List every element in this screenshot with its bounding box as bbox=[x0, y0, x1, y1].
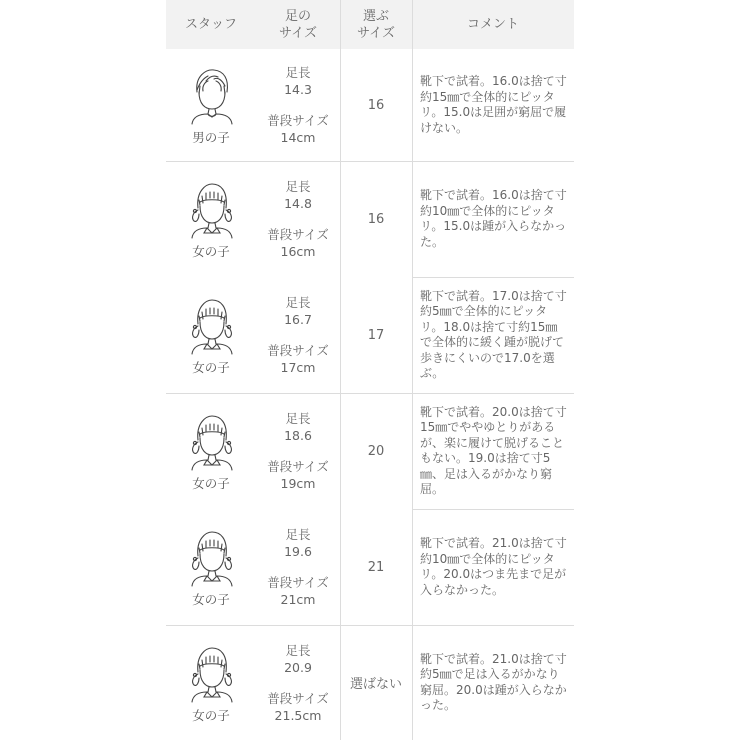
usual-size-label: 普段サイズ bbox=[267, 459, 329, 474]
staff-cell bbox=[166, 393, 256, 509]
foot-length-value: 14.3 bbox=[284, 82, 312, 97]
foot-length-value: 16.7 bbox=[284, 312, 312, 327]
comment-cell: 靴下で試着。21.0は捨て寸約10㎜で全体的にピッタリ。20.0はつま先まで足が入らなかった。 bbox=[420, 536, 567, 597]
foot-length-label: 足長 bbox=[285, 65, 311, 80]
usual-size-value: 17cm bbox=[280, 360, 316, 375]
staff-gender: 女の子 bbox=[192, 707, 230, 723]
usual-size-value: 14cm bbox=[280, 130, 316, 145]
foot-length-value: 20.9 bbox=[284, 659, 312, 675]
table-row bbox=[166, 49, 574, 161]
chosen-size-cell: 21 bbox=[367, 559, 385, 575]
foot-length-label: 足長 bbox=[285, 527, 311, 542]
table-header bbox=[166, 0, 574, 49]
foot-length-label: 足長 bbox=[285, 295, 311, 310]
comment-cell: 靴下で試着。16.0は捨て寸約10㎜で全体的にピッタリ。15.0は踵が入らなかった。 bbox=[420, 188, 567, 249]
chosen-size-cell: 20 bbox=[367, 443, 385, 459]
foot-size-cell bbox=[256, 161, 340, 277]
staff-cell bbox=[166, 509, 256, 625]
usual-size-value: 19cm bbox=[280, 476, 316, 491]
usual-size-label: 普段サイズ bbox=[267, 575, 329, 590]
girl-icon bbox=[184, 410, 238, 472]
chosen-size-cell: 16 bbox=[367, 97, 385, 113]
girl-icon bbox=[184, 526, 238, 588]
foot-length-label: 足長 bbox=[285, 411, 311, 426]
table-row bbox=[166, 625, 574, 740]
header-staff: スタッフ bbox=[184, 17, 237, 32]
comment-cell: 靴下で試着。21.0は捨て寸約5㎜で足は入るがかなり窮屈。20.0は踵が入らなかった。 bbox=[420, 651, 567, 712]
usual-size-value: 16cm bbox=[280, 244, 316, 259]
foot-length-value: 18.6 bbox=[284, 428, 312, 443]
table-row bbox=[166, 277, 574, 393]
usual-size-label: 普段サイズ bbox=[267, 227, 329, 242]
staff-gender: 男の子 bbox=[192, 130, 230, 145]
usual-size-label: 普段サイズ bbox=[267, 343, 329, 358]
girl-icon bbox=[184, 294, 238, 356]
foot-length-label: 足長 bbox=[285, 179, 311, 194]
staff-cell bbox=[166, 277, 256, 393]
staff-cell bbox=[166, 161, 256, 277]
staff-cell bbox=[166, 625, 256, 740]
table-row bbox=[166, 509, 574, 625]
usual-size-label: 普段サイズ bbox=[267, 113, 329, 128]
foot-size-cell bbox=[256, 277, 340, 393]
usual-size-label: 普段サイズ bbox=[267, 690, 329, 706]
header-chosen-size: 選ぶ サイズ bbox=[357, 8, 395, 41]
usual-size-value: 21.5cm bbox=[274, 707, 322, 723]
chosen-size-cell: 17 bbox=[367, 327, 385, 343]
foot-size-cell bbox=[256, 509, 340, 625]
staff-cell bbox=[166, 49, 256, 161]
staff-gender: 女の子 bbox=[192, 360, 230, 375]
chosen-size-cell: 選ばない bbox=[349, 677, 402, 692]
comment-cell: 靴下で試着。17.0は捨て寸約5㎜で全体的にピッタリ。18.0は捨て寸約15㎜で全体的に緩く踵が脱げて歩きにくいので17.0を選ぶ。 bbox=[420, 288, 567, 380]
girl-icon bbox=[184, 642, 238, 704]
staff-gender: 女の子 bbox=[192, 244, 230, 259]
staff-gender: 女の子 bbox=[192, 476, 230, 491]
header-comment: コメント bbox=[466, 17, 519, 32]
comment-cell: 靴下で試着。20.0は捨て寸15㎜でややゆとりがあるが、楽に履けて脱げることもない。19.0は捨て寸5㎜、足は入るがかなり窮屈。 bbox=[420, 404, 567, 496]
table-row bbox=[166, 161, 574, 277]
comment-cell: 靴下で試着。16.0は捨て寸約15㎜で全体的にピッタリ。15.0は足囲が窮屈で履けない。 bbox=[420, 74, 567, 135]
foot-length-value: 14.8 bbox=[284, 196, 312, 211]
header-foot-size: 足の サイズ bbox=[279, 8, 317, 41]
fitting-table bbox=[166, 0, 574, 740]
staff-gender: 女の子 bbox=[192, 592, 230, 607]
usual-size-value: 21cm bbox=[280, 592, 316, 607]
girl-icon bbox=[184, 178, 238, 240]
chosen-size-cell: 16 bbox=[367, 211, 385, 227]
foot-size-cell bbox=[256, 393, 340, 509]
foot-length-label: 足長 bbox=[285, 642, 311, 658]
foot-length-value: 19.6 bbox=[284, 544, 312, 559]
foot-size-cell bbox=[256, 49, 340, 161]
table-row bbox=[166, 393, 574, 509]
foot-size-cell bbox=[256, 625, 340, 740]
boy-icon bbox=[184, 64, 238, 126]
